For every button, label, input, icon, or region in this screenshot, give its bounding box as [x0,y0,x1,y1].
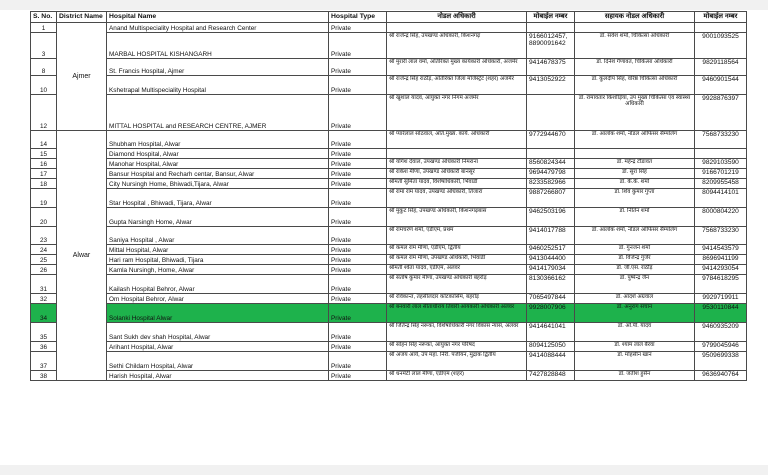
co-nodal-officer-mobile: 9414543579 [695,245,747,255]
co-nodal-officer-mobile [695,23,747,33]
hospital-type: Private [329,227,387,245]
hospital-name: Shubham Hospital, Alwar [107,131,329,149]
co-nodal-officer-mobile: 9530110844 [695,304,747,323]
co-nodal-officer: डॉ. जी.एस. राठौड़ [575,265,695,275]
co-nodal-officer: डॉ. के.के. शर्मा [575,179,695,189]
co-nodal-officer: डॉ. रामावतार किशोड़िया, उप मुख्य चिकित्सा एवं स्वास्थ्य अधिकारी [575,95,695,131]
co-nodal-officer-mobile: 8094414101 [695,189,747,208]
co-nodal-officer: डॉ. अनुराग सचान [575,304,695,323]
hospital-name: Om Hospital Behror, Alwar [107,294,329,304]
hospital-name: Sant Sukh dev shah Hospital, Alwar [107,323,329,342]
nodal-officer [387,149,527,159]
hospital-type: Private [329,131,387,149]
top-edge [0,0,768,10]
co-nodal-officer-mobile: 9166701219 [695,169,747,179]
nodal-officer-mobile: 8233582966 [527,179,575,189]
district-name: Alwar [57,131,107,381]
nodal-officer: श्रीमती श्वेता यादव, एडीएम, अलवर [387,265,527,275]
co-nodal-officer: डॉ. जतीश हुसैन [575,371,695,381]
table-row [31,95,747,131]
co-nodal-officer-mobile: 9799045946 [695,342,747,352]
co-nodal-officer: डॉ. ओ.पी. यादव [575,323,695,342]
nodal-officer: श्री खुशाल यादव, आयुक्त नगर निगम अजमेर [387,95,527,131]
row-number: 10 [31,76,57,95]
hospital-name: Star Hospital , Bhiwadi, Tijara, Alwar [107,189,329,208]
co-nodal-officer: डॉ. गुनजन शर्मा [575,245,695,255]
table-row [31,76,747,95]
hospital-name: Mittal Hospital, Alwar [107,245,329,255]
nodal-officer-mobile: 7427828848 [527,371,575,381]
nodal-officer: श्री राकेश मीणा, उपखण्ड अधिकारी बानसूर [387,169,527,179]
co-nodal-officer: डॉ. श्याम लाल बैरवा [575,342,695,352]
nodal-officer-mobile [527,23,575,33]
co-nodal-officer: डॉ. सुरा सिंह [575,169,695,179]
nodal-officer-mobile: 9413044400 [527,255,575,265]
table-row [31,159,747,169]
co-nodal-officer: डॉ. नितिन शर्मा [575,208,695,227]
hospital-type: Private [329,208,387,227]
header-co-nodal-officer: सहायक नोडल अधिकारी [575,12,695,23]
hospital-type: Private [329,189,387,208]
nodal-officer: श्री प्यारेलाल सोठवाल, अति.मुख्य. कार्य. अधिकारी [387,131,527,149]
co-nodal-officer: डॉ. शिव कुमार गुप्ता [575,189,695,208]
hospital-name: Hari ram Hospital, Bhiwadi, Tijara [107,255,329,265]
hospital-type: Private [329,59,387,76]
hospital-table [30,11,747,381]
co-nodal-officer-mobile: 9829103590 [695,159,747,169]
hospital-name: Anand Multispeciality Hospital and Research Center [107,23,329,33]
nodal-officer-mobile: 8560824344 [527,159,575,169]
header-sno: S. No. [31,12,57,23]
co-nodal-officer-mobile: 9460901544 [695,76,747,95]
hospital-type: Private [329,169,387,179]
header-hospital: Hospital Name [107,12,329,23]
nodal-officer: श्री राजेन्द्र सिंह राठौड़, अतिरिक्त जिला मजिस्ट्रेट (शहर) अजमेर [387,76,527,95]
hospital-name: Diamond Hospital, Alwar [107,149,329,159]
nodal-officer: श्री जितेन्द्र सिंह नरूका, विशेषाधिकारी नगर विकास न्यास, अलवर [387,323,527,342]
hospital-type: Private [329,33,387,59]
hospital-name: Arihant Hospital, Alwar [107,342,329,352]
row-number: 23 [31,227,57,245]
nodal-officer-mobile: 8094125050 [527,342,575,352]
row-number: 14 [31,131,57,149]
nodal-officer: श्री अजय आर्य, उप महा. निरी. पंजीयन, मुद्रांक द्वितीय [387,352,527,371]
table-row [31,208,747,227]
hospital-name: Harish Hospital, Alwar [107,371,329,381]
nodal-officer: श्री सोहन सिंह नरूका, आयुक्त नगर परिषद [387,342,527,352]
co-nodal-officer-mobile: 9929719911 [695,294,747,304]
table-row [31,275,747,294]
hospital-type: Private [329,179,387,189]
hospital-type: Private [329,255,387,265]
hospital-name: Gupta Narsingh Home, Alwar [107,208,329,227]
nodal-officer: श्री कमल राम मीणा, उपखण्ड अधिकारी, भिवाडी [387,255,527,265]
row-number: 32 [31,294,57,304]
hospital-name: Bansur Hospital and Recharh centar, Bansur, Alwar [107,169,329,179]
table-row [31,323,747,342]
table-row [31,23,747,33]
hospital-name: St. Francis Hospital, Ajmer [107,59,329,76]
nodal-officer: श्री संतोष कुमार मीणा, उपखण्ड अधिकारी बहरोड़ [387,275,527,294]
row-number: 3 [31,33,57,59]
nodal-officer-mobile: 9414678375 [527,59,575,76]
header-nodal-officer: नोडल अधिकारी [387,12,527,23]
row-number: 18 [31,179,57,189]
co-nodal-officer [575,23,695,33]
hospital-type: Private [329,294,387,304]
hospital-name: Kshetrapal Multispeciality Hospital [107,76,329,95]
row-number: 20 [31,208,57,227]
nodal-officer: श्रीमती सुमिता यादव, विशेषाधिकारी, भिवाडी [387,179,527,189]
hospital-type: Private [329,95,387,131]
header-mobile: मोबाईल नम्बर [527,12,575,23]
row-number: 31 [31,275,57,294]
nodal-officer: श्री कमल राम मीणा, एडीएम, द्वितीय [387,245,527,255]
hospital-type: Private [329,323,387,342]
row-number: 12 [31,95,57,131]
hospital-name: Solanki Hospital Alwar [107,304,329,323]
hospital-type: Private [329,304,387,323]
co-nodal-officer-mobile: 8696941199 [695,255,747,265]
bottom-edge [0,465,768,475]
co-nodal-officer-mobile: 9001093525 [695,33,747,59]
header-row [31,12,747,23]
row-number: 24 [31,245,57,255]
row-number: 16 [31,159,57,169]
table-row [31,227,747,245]
nodal-officer-mobile: 7065497844 [527,294,575,304]
row-number: 34 [31,304,57,323]
nodal-officer-mobile: 9694479798 [527,169,575,179]
hospital-type: Private [329,342,387,352]
row-number: 38 [31,371,57,381]
co-nodal-officer-mobile [695,149,747,159]
district-name: Ajmer [57,23,107,131]
table-row [31,255,747,265]
hospital-type: Private [329,265,387,275]
hospital-type: Private [329,371,387,381]
table-row [31,304,747,323]
hospital-name: Manohar Hospital, Alwar [107,159,329,169]
co-nodal-officer: डॉ. सर्वेश शर्मा, चिकित्सा अधिकारी [575,33,695,59]
table-row [31,149,747,159]
hospital-type: Private [329,245,387,255]
nodal-officer-mobile: 9414088444 [527,352,575,371]
table-row [31,131,747,149]
table-row [31,179,747,189]
header-co-mobile: मोबाईल नम्बर [695,12,747,23]
nodal-officer-mobile: 9462503196 [527,208,575,227]
header-type: Hospital Type [329,12,387,23]
hospital-type: Private [329,149,387,159]
co-nodal-officer: डॉ. कुलदीप सिंह, वरिष्ठ चिकित्सा अधिकारी [575,76,695,95]
nodal-officer-mobile: 9414017788 [527,227,575,245]
table-row [31,59,747,76]
nodal-officer: श्री रामचरण शर्मा, एडीएम, प्रथम [387,227,527,245]
hospital-type: Private [329,23,387,33]
table-row [31,169,747,179]
row-number: 37 [31,352,57,371]
co-nodal-officer-mobile: 7568733230 [695,131,747,149]
co-nodal-officer: डॉ. आदर्श अग्रवाल [575,294,695,304]
hospital-name: Kailash Hospital Behror, Alwar [107,275,329,294]
table-row [31,265,747,275]
table-row [31,294,747,304]
hospital-name: Kamla Nursingh, Home, Alwar [107,265,329,275]
table-row [31,33,747,59]
hospital-type: Private [329,159,387,169]
nodal-officer-mobile [527,149,575,159]
row-number: 17 [31,169,57,179]
co-nodal-officer-mobile: 9784618295 [695,275,747,294]
hospital-type: Private [329,275,387,294]
nodal-officer-mobile: 8130366162 [527,275,575,294]
co-nodal-officer: डॉ. विजेन्द्र गुर्जर [575,255,695,265]
nodal-officer-mobile: 9928007906 [527,304,575,323]
co-nodal-officer-mobile: 9829118564 [695,59,747,76]
co-nodal-officer: डॉ. आलोक शर्मा, नोडल ऑफिसर सैम्पलिंग [575,131,695,149]
hospital-name: MITTAL HOSPITAL and RESEARCH CENTRE, AJMER [107,95,329,131]
nodal-officer: श्री योगेश देवाल, उपखण्ड अधिकारी निमराना [387,159,527,169]
co-nodal-officer-mobile: 9414293054 [695,265,747,275]
header-district: District Name [57,12,107,23]
table-row [31,342,747,352]
nodal-officer: श्री रविकान्त, तहसीलदार कोटकासिम, बहरोड़ [387,294,527,304]
row-number: 25 [31,255,57,265]
nodal-officer-mobile [527,95,575,131]
row-number: 26 [31,265,57,275]
row-number: 36 [31,342,57,352]
co-nodal-officer: डॉ. मोहसीन खान [575,352,695,371]
co-nodal-officer-mobile: 7568733230 [695,227,747,245]
co-nodal-officer-mobile: 9509699338 [695,352,747,371]
hospital-name: Saniya Hospital , Alwar [107,227,329,245]
table-row [31,371,747,381]
table-row [31,245,747,255]
nodal-officer: श्री मुरारी लाल वर्मा, अतिरिक्त मुख्य कार्यकारी अधिकारी, अजमेर [387,59,527,76]
co-nodal-officer-mobile: 9928876397 [695,95,747,131]
nodal-officer-mobile: 9414179034 [527,265,575,275]
nodal-officer: श्री राजेन्द्र सिंह, उपखण्ड अधिकारी, किशनगढ़ [387,33,527,59]
hospital-name: Sethi Childarn Hospital, Alwar [107,352,329,371]
co-nodal-officer-mobile: 8000804220 [695,208,747,227]
nodal-officer: श्री बनवारी लाल सीताधीराय तिवारी आयकारी अधिकारी अलवर [387,304,527,323]
table-row [31,352,747,371]
co-nodal-officer: डॉ. आलोक शर्मा, नोडल ऑफिसर सैम्पलिंग [575,227,695,245]
co-nodal-officer: डॉ. पुष्पेन्द्र जैन [575,275,695,294]
co-nodal-officer: डॉ. महेन्द्र टौडावत [575,159,695,169]
nodal-officer: श्री रामा राम यादव, उपखण्ड अधिकारी, तिजारा [387,189,527,208]
co-nodal-officer [575,149,695,159]
hospital-name: City Nursingh Home, Bhiwadi,Tijara, Alwar [107,179,329,189]
nodal-officer [387,23,527,33]
co-nodal-officer-mobile: 8209955458 [695,179,747,189]
nodal-officer-mobile: 9414641041 [527,323,575,342]
row-number: 1 [31,23,57,33]
nodal-officer-mobile: 9772944670 [527,131,575,149]
nodal-officer-mobile: 9887266807 [527,189,575,208]
nodal-officer-mobile: 9166012457, 8890091642 [527,33,575,59]
hospital-type: Private [329,76,387,95]
row-number: 35 [31,323,57,342]
nodal-officer: श्री धनमेटी लाल मीणा, एडीएम (शहर) [387,371,527,381]
row-number: 15 [31,149,57,159]
co-nodal-officer-mobile: 9460935209 [695,323,747,342]
row-number: 19 [31,189,57,208]
row-number: 8 [31,59,57,76]
nodal-officer-mobile: 9460252517 [527,245,575,255]
nodal-officer: श्री मुकुट सिंह, उपखण्ड अधिकारी, किशनगढ़बास [387,208,527,227]
hospital-name: MARBAL HOSPITAL KISHANGARH [107,33,329,59]
nodal-officer-mobile: 9413052922 [527,76,575,95]
co-nodal-officer-mobile: 9636940764 [695,371,747,381]
table-row [31,189,747,208]
hospital-type: Private [329,352,387,371]
co-nodal-officer: डॉ. दिनेश गैणावत, चिकित्सा अधिकारी [575,59,695,76]
